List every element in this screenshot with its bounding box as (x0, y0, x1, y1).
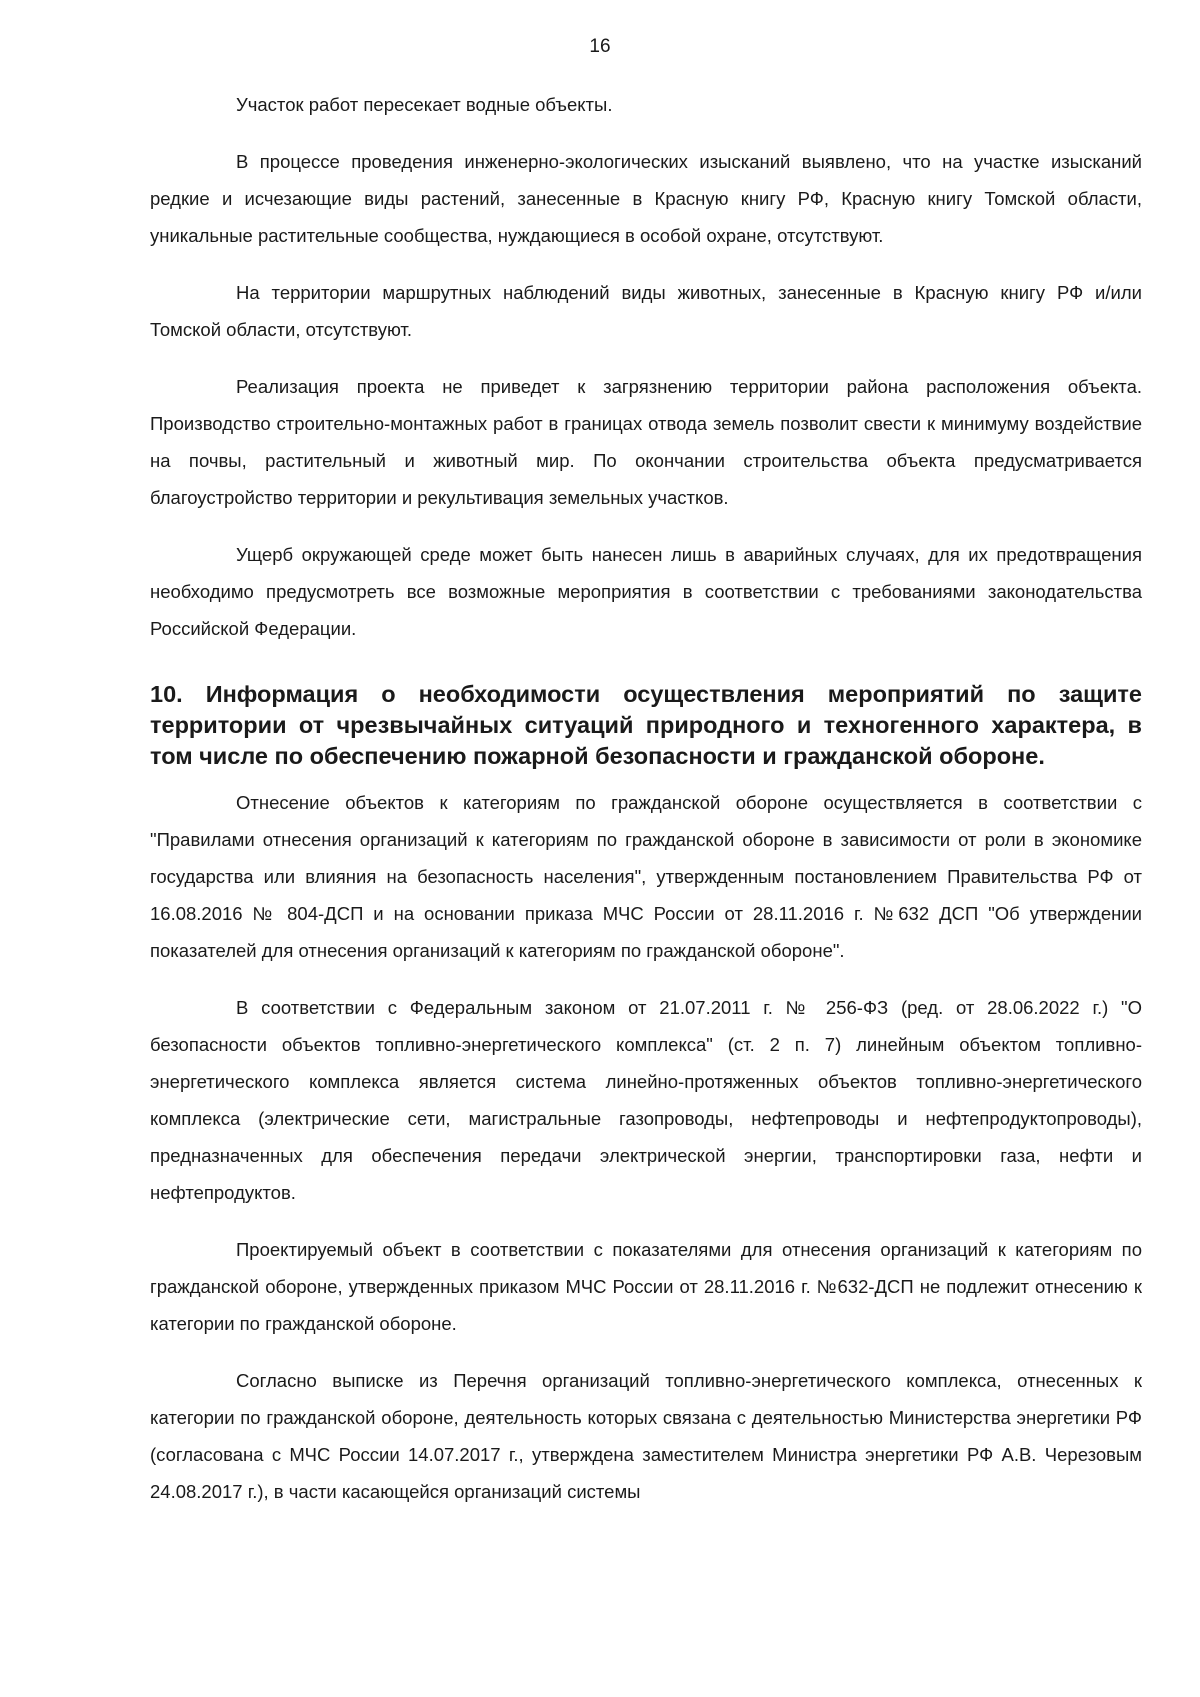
paragraph-organization-list: Согласно выписке из Перечня организаций топливно-энергетического комплекса, отнесенных к категории по гражданской обороне, деятельность которых связана с деятельностью Министерства энергетики РФ (согласована с МЧС России 14.07.2017 г., утверждена заместителем Министра энергетики РФ А.В. Черезовым 24.08.2017 г.), в части касающейся организаций системы (150, 1370, 1142, 1502)
paragraph-civil-defense-rules: Отнесение объектов к категориям по гражданской обороне осуществляется в соответствии с "Правилами отнесения организаций к категориям по гражданской обороне в зависимости от роли в экономике государства или влияния на безопасность населения", утвержденным постановлением Правительства РФ от 16.08.2016 № 804-ДСП и на основании приказа МЧС России от 28.11.2016 г. №632 ДСП "Об утверждении показателей для отнесения организаций к категориям по гражданской обороне". (150, 792, 1142, 961)
paragraph-federal-law: В соответствии с Федеральным законом от 21.07.2011 г. № 256-ФЗ (ред. от 28.06.2022 г.) "О безопасности объектов топливно-энергетического комплекса" (ст. 2 п. 7) линейным объектом топливно-энергетического комплекса является система линейно-протяженных объектов топливно-энергетического комплекса (электрические сети, магистральные газопроводы, нефтепроводы и нефтепродуктопроводы), предназначенных для обеспечения передачи электрической энергии, транспортировки газа, нефти и нефтепродуктов. (150, 997, 1142, 1203)
paragraph-rare-plants: В процессе проведения инженерно-экологических изысканий выявлено, что на участке изысканий редкие и исчезающие виды растений, занесенные в Красную книгу РФ, Красную книгу Томской области, уникальные растительные сообщества, нуждающиеся в особой охране, отсутствуют. (150, 151, 1142, 246)
page-number: 16 (589, 36, 611, 57)
paragraph-environmental-damage: Ущерб окружающей среде может быть нанесен лишь в аварийных случаях, для их предотвращения необходимо предусмотреть все возможные мероприятия в соответствии с требованиями законодательства Российской Федерации. (150, 544, 1142, 639)
page-content (150, 86, 1142, 1530)
section-heading: 10. Информация о необходимости осуществления мероприятий по защите территории от чрезвычайных ситуаций природного и техногенного характера, в том числе по обеспечению пожарной безопасности и гражданской обороне. (150, 681, 1142, 769)
paragraph-project-impact: Реализация проекта не приведет к загрязнению территории района расположения объекта. Производство строительно-монтажных работ в границах отвода земель позволит свести к минимуму воздействие на почвы, растительный и животный мир. По окончании строительства объекта предусматривается благоустройство территории и рекультивация земельных участков. (150, 376, 1142, 508)
paragraph-water-objects: Участок работ пересекает водные объекты. (236, 94, 613, 115)
paragraph-animals: На территории маршрутных наблюдений виды животных, занесенные в Красную книгу РФ и/или Томской области, отсутствуют. (150, 282, 1142, 340)
paragraph-object-category: Проектируемый объект в соответствии с показателями для отнесения организаций к категориям по гражданской обороне, утвержденных приказом МЧС России от 28.11.2016 г. №632-ДСП не подлежит отнесению к категории по гражданской обороне. (150, 1239, 1142, 1334)
